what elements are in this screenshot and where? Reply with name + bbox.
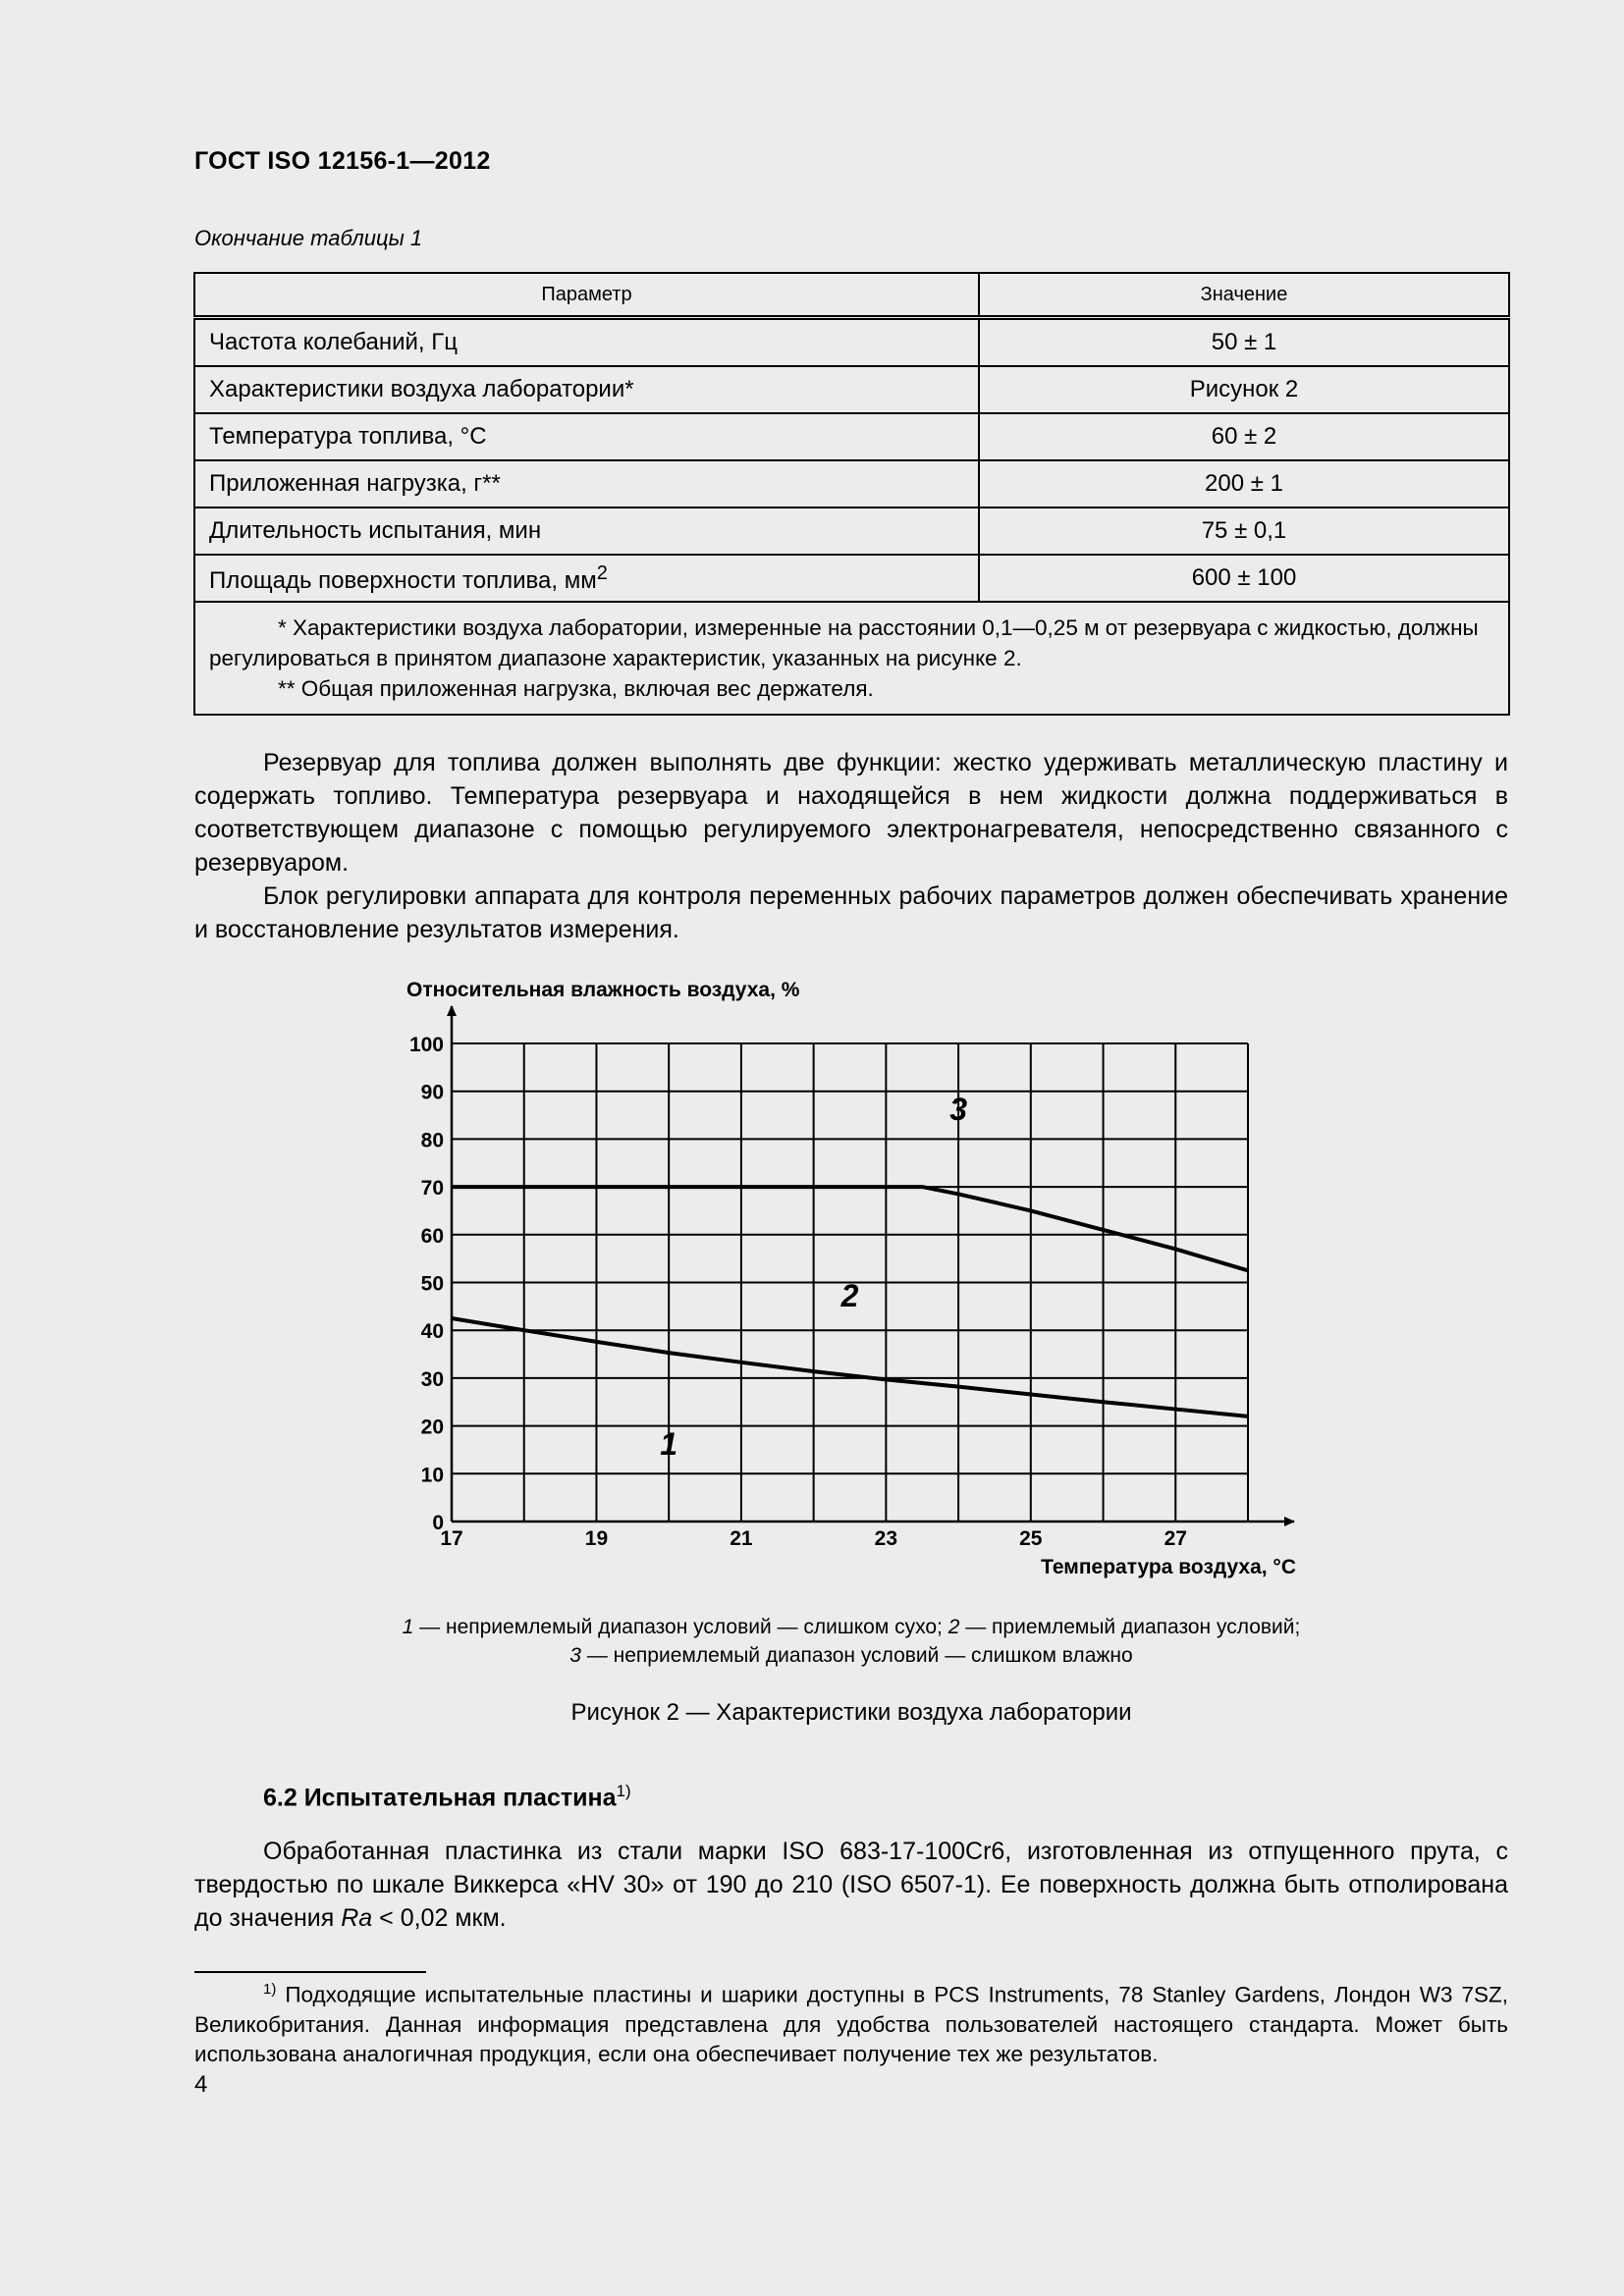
legend-text-3: — неприемлемый диапазон условий — слишком влажно bbox=[580, 1644, 1133, 1667]
y-tick-label: 30 bbox=[420, 1367, 444, 1391]
table-header-row bbox=[194, 273, 1509, 318]
y-tick-label: 10 bbox=[420, 1464, 444, 1487]
series-line-lower bbox=[452, 1318, 1248, 1416]
section-paragraph-end: < 0,02 мкм. bbox=[372, 1904, 507, 1932]
y-tick-label: 0 bbox=[432, 1512, 444, 1534]
y-tick-label: 70 bbox=[420, 1177, 444, 1201]
legend-number-3: 3 bbox=[569, 1644, 581, 1667]
legend-text-2: — приемлемый диапазон условий; bbox=[959, 1616, 1301, 1638]
value-cell: 600 ± 100 bbox=[979, 555, 1509, 602]
table-row bbox=[194, 366, 1509, 413]
humidity-chart bbox=[373, 967, 1316, 1585]
footnote bbox=[194, 1975, 1508, 2069]
x-tick-label: 23 bbox=[874, 1527, 898, 1550]
y-tick-label: 90 bbox=[420, 1081, 444, 1104]
legend-line-2 bbox=[194, 1641, 1508, 1670]
value-cell: 50 ± 1 bbox=[979, 318, 1509, 367]
body-paragraph-1: Резервуар для топлива должен выполнять две функции: жестко удерживать металлическую пластину и содержать топливо. Температура резервуара и находящейся в нем жидкости должна поддерживаться в соответствующем диапазоне с помощью регулируемого электронагревателя, непосредственно связанного с резервуаром. bbox=[194, 749, 1508, 877]
table-row bbox=[194, 460, 1509, 507]
y-tick-label: 20 bbox=[420, 1415, 444, 1439]
section-title bbox=[263, 1782, 631, 1812]
body-paragraph-2: Блок регулировки аппарата для контроля переменных рабочих параметров должен обеспечивать хранение и восстановление результатов измерения. bbox=[194, 882, 1508, 943]
column-header-parameter: Параметр bbox=[194, 273, 979, 318]
param-cell: Длительность испытания, мин bbox=[194, 507, 979, 555]
table-row bbox=[194, 413, 1509, 460]
region-label: 3 bbox=[949, 1091, 967, 1127]
y-tick-label: 100 bbox=[408, 1034, 444, 1056]
page-number: 4 bbox=[194, 2071, 208, 2098]
param-cell: Характеристики воздуха лаборатории* bbox=[194, 366, 979, 413]
figure-caption: Рисунок 2 — Характеристики воздуха лаборатории bbox=[570, 1699, 1132, 1726]
table-notes-row bbox=[194, 602, 1509, 715]
footnote-divider bbox=[194, 1971, 426, 1973]
legend-text-1: — неприемлемый диапазон условий — слишком сухо; bbox=[413, 1616, 948, 1638]
param-cell: Приложенная нагрузка, г** bbox=[194, 460, 979, 507]
legend-number-2: 2 bbox=[947, 1616, 960, 1638]
value-cell: 60 ± 2 bbox=[979, 413, 1509, 460]
x-tick-label: 25 bbox=[1019, 1527, 1043, 1550]
section-title-footnote-mark: 1) bbox=[616, 1782, 631, 1800]
param-cell: Температура топлива, °С bbox=[194, 413, 979, 460]
table-note-1: * Характеристики воздуха лаборатории, измеренные на расстоянии 0,1—0,25 м от резервуара с жидкостью, должны регулироваться в принятом диапазоне характеристик, указанных на рисунке 2. bbox=[209, 615, 1479, 670]
section-title-text: 6.2 Испытательная пластина bbox=[263, 1784, 617, 1812]
table-notes-cell bbox=[194, 602, 1509, 715]
region-label: 2 bbox=[840, 1277, 859, 1313]
figure-legend bbox=[194, 1613, 1508, 1670]
parameters-table bbox=[193, 272, 1510, 716]
legend-number-1: 1 bbox=[402, 1616, 414, 1638]
y-tick-label: 60 bbox=[420, 1224, 444, 1248]
chart-svg bbox=[373, 967, 1316, 1585]
table-row bbox=[194, 318, 1509, 367]
param-text: Площадь поверхности топлива, мм bbox=[209, 566, 597, 594]
y-tick-label: 50 bbox=[420, 1272, 444, 1296]
value-cell: Рисунок 2 bbox=[979, 366, 1509, 413]
y-axis-label: Относительная влажность воздуха, % bbox=[406, 979, 800, 1001]
footnote-mark: 1) bbox=[263, 1981, 277, 1998]
section-paragraph-start: Обработанная пластинка из стали марки ISO 683-17-100Cr6, изготовленная из отпущенного прута, с твердостью по шкале Виккерса «HV 30» от 190 до 210 (ISO 6507-1). Ее поверхность должна быть отполирована до значения bbox=[194, 1838, 1508, 1932]
param-cell: Частота колебаний, Гц bbox=[194, 318, 979, 367]
roughness-symbol: Ra bbox=[341, 1904, 373, 1932]
table-note-2: ** Общая приложенная нагрузка, включая вес держателя. bbox=[278, 676, 874, 701]
legend-line-1 bbox=[194, 1613, 1508, 1641]
x-axis-label: Температура воздуха, °С bbox=[1041, 1556, 1296, 1578]
x-tick-labels bbox=[440, 1527, 1187, 1550]
x-tick-label: 21 bbox=[730, 1527, 753, 1550]
value-cell: 200 ± 1 bbox=[979, 460, 1509, 507]
x-tick-label: 17 bbox=[440, 1527, 463, 1550]
region-label: 1 bbox=[660, 1425, 678, 1462]
y-tick-label: 80 bbox=[420, 1129, 444, 1152]
y-tick-label: 40 bbox=[420, 1320, 444, 1344]
footnote-text: Подходящие испытательные пластины и шарики доступны в PCS Instruments, 78 Stanley Gardens, Лондон W3 7SZ, Великобритания. Данная информация представлена для удобства пользователей настоящего стандарта. Может быть использована аналогичная продукция, если она обеспечивает получение тех же результатов. bbox=[194, 1982, 1508, 2066]
section-paragraph bbox=[194, 1835, 1508, 1935]
x-tick-label: 19 bbox=[584, 1527, 609, 1550]
x-tick-label: 27 bbox=[1164, 1527, 1187, 1550]
series-line-upper bbox=[452, 1187, 1248, 1270]
table-row bbox=[194, 507, 1509, 555]
table-caption: Окончание таблицы 1 bbox=[194, 226, 423, 250]
standard-header: ГОСТ ISO 12156-1—2012 bbox=[194, 147, 491, 175]
param-superscript: 2 bbox=[596, 561, 608, 584]
param-cell bbox=[194, 555, 979, 602]
y-tick-labels bbox=[409, 1034, 444, 1534]
table-row bbox=[194, 555, 1509, 602]
value-cell: 75 ± 0,1 bbox=[979, 507, 1509, 555]
column-header-value: Значение bbox=[979, 273, 1509, 318]
